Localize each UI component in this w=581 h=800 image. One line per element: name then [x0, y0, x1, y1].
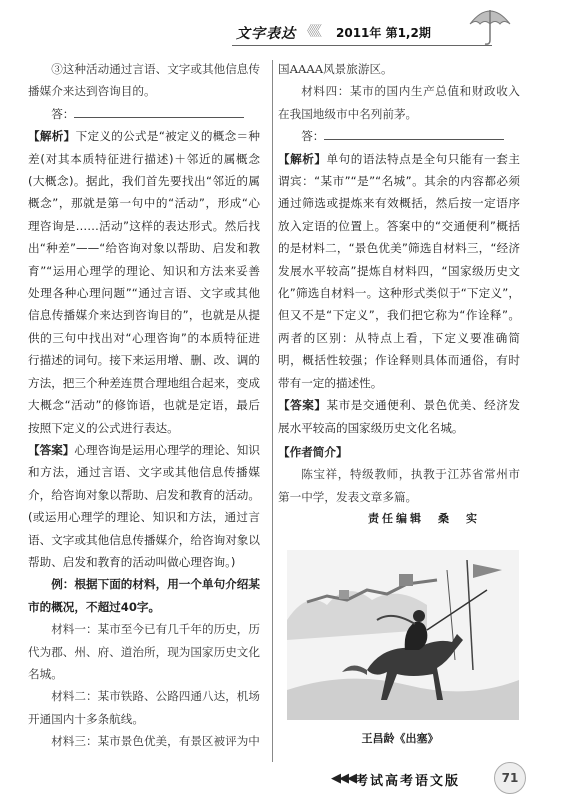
answer-text-2: 某市是交通便利、景色优美、经济发展水平较高的国家级历史文化名城。 — [278, 398, 520, 435]
analysis-text: 下定义的公式是“被定义的概念＝种差(对其本质特征进行描述)＋邻近的属概念(大概念)。据此，我们首先要找出“邻近的属概念”，那就是第一句中的“活动”，形成“心理咨询是……活动”这样的表达形式。然后找出“种差”——“给咨询对象以帮助、启发和教育”“运用心理学的理论、知识和方法来妥善处理各种心理问题”“通过言语、文字或其他信息传播媒介来达到咨询目的”，也就是从提供的三句中找出对“心理咨询”的本质特征进行描述的词句。接下来运用增、删、改、调的方法，把三个种差连贯合理地组合起来，变成大概念“活动”的修饰语，也就是定语，最后按照下定义的公式进行表达。 — [28, 129, 260, 435]
material-3: 材料三：某市景色优美，有景区被评为中 — [51, 734, 260, 749]
material-3-continued: 国AAAA风景旅游区。 — [278, 62, 393, 76]
example-prompt: 例：根据下面的材料，用一个单句介绍某市的概况，不超过40字。 — [28, 577, 260, 614]
answer-text: 心理咨询是运用心理学的理论、知识和方法，通过言语、文字或其他信息传播媒介，给咨询对象以帮助、启发和教育的活动。(或运用心理学的理论、知识和方法，通过言语、文字或其他信息传播媒介，给咨询对象以帮助、启发和教育的活动叫做心理咨询。) — [28, 442, 260, 569]
material-2: 材料二：某市铁路、公路四通八达，机场开通国内十多条航线。 — [28, 689, 260, 726]
page-footer — [0, 766, 581, 800]
analysis-text-2: 单句的语法特点是全句只能有一套主谓宾：“某市”“是”“名城”。其余的内容都必须通过筛选或提炼来有效概括，然后按一定语序放入定语的位置上。答案中的“交通便利”概括的是材料二，“景色优美”筛选自材料三，“经济发展水平较高”提炼自材料四，“国家级历史文化”筛选自材料一。这种形式类似于“下定义”，但又不是“下定义”，我们把它称为“作诠释”。两者的区别：从特点上看，下定义要准确简明，概括性较强；作诠释则具体而通俗，有时带有一定的描述性。 — [278, 151, 520, 390]
arrows-left-icon: ◀◀◀ — [331, 771, 355, 786]
answer-paragraph — [28, 439, 260, 573]
left-column — [28, 58, 260, 753]
umbrella-icon — [466, 2, 514, 48]
right-column — [278, 58, 520, 531]
analysis-tag-2: 【解析】 — [278, 151, 327, 166]
chevron-decoration-icon: 《《《 — [300, 24, 319, 40]
page-header — [0, 0, 581, 46]
answer-tag-2: 【答案】 — [278, 398, 327, 413]
material-1: 材料一：某市至今已有几千年的历史，历代为郡、州、府、道治所，现为国家历史文化名城。 — [28, 622, 260, 681]
paragraph-item-3: ③这种活动通过言语、文字或其他信息传播媒介来达到咨询目的。 — [28, 62, 260, 99]
author-tag: 【作者简介】 — [278, 444, 348, 459]
responsible-editor: 责任编辑 桑 实 — [368, 512, 480, 526]
answer-label: 答： — [51, 106, 75, 121]
header-rule — [232, 45, 492, 46]
author-bio: 陈宝祥，特级教师，执教于江苏省常州市第一中学，发表文章多篇。 — [278, 467, 520, 504]
horseman-illustration — [287, 550, 519, 720]
material-4: 材料四：某市的国内生产总值和财政收入在我国地级市中名列前茅。 — [278, 84, 520, 121]
issue-label: 2011年 第1,2期 — [336, 26, 431, 40]
section-title: 文字表达 — [236, 26, 296, 42]
answer-paragraph-2 — [278, 394, 520, 439]
analysis-tag: 【解析】 — [28, 129, 76, 144]
author-heading — [278, 441, 520, 463]
answer-label-2: 答： — [301, 129, 325, 144]
answer-blank — [74, 103, 244, 118]
analysis-paragraph — [28, 125, 260, 439]
answer-tag: 【答案】 — [28, 442, 75, 457]
illustration-caption: 王昌龄《出塞》 — [361, 732, 439, 745]
answer-line — [28, 103, 260, 125]
column-divider — [272, 60, 273, 762]
analysis-paragraph-2 — [278, 148, 520, 394]
magazine-title: 考试高考语文版 — [355, 774, 461, 789]
page-number: 71 — [494, 762, 526, 794]
answer-line-2 — [278, 125, 520, 147]
answer-blank-2 — [324, 125, 504, 140]
